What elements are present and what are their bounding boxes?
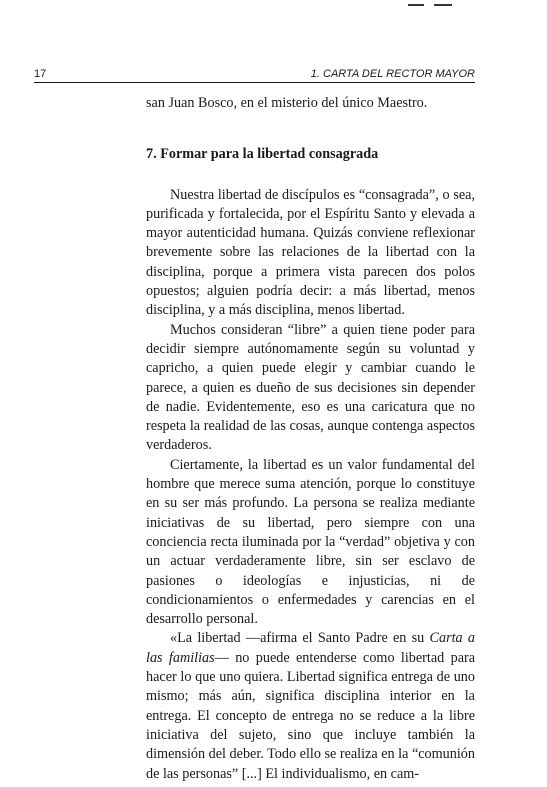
page-body <box>146 94 475 784</box>
scan-top-marks <box>400 4 460 6</box>
section-heading: 7. Formar para la libertad consagrada <box>146 146 379 163</box>
paragraph-1: Nuestra libertad de discípulos es “consagrada”, o sea, purificada y fortalecida, por el Espíritu Santo y elevada a mayor autenticidad humana. Quizás conviene reflexionar brevemente sobre las relaciones de la libertad con la disciplina, porque a primera vista parecen dos polos opuestos; alguien podría decir: a más libertad, menos disciplina, y a más disciplina, menos libertad. <box>146 186 475 319</box>
paragraph-4 <box>146 629 475 783</box>
header-rule <box>34 82 475 83</box>
lead-line: san Juan Bosco, en el misterio del único Maestro. <box>146 95 428 111</box>
paragraph-4-italic-title: Carta a las familias <box>146 630 475 666</box>
paragraph-2: Muchos consideran “libre” a quien tiene poder para decidir siempre autónomamente según su voluntad y capricho, a quien puede elegir y cambiar cuando le parece, a quien es dueño de sus decisiones sin depender de nadie. Evidentemente, eso es una caricatura que no respeta la realidad de las cosas, aunque contenga aspectos verdaderos. <box>146 321 475 454</box>
paragraph-3: Ciertamente, la libertad es un valor fundamental del hombre que merece suma atención, porque lo constituye en su ser más profundo. La persona se realiza mediante iniciativas de su libertad, pero siempre con una conciencia recta iluminada por la “verdad” objetiva y con un actuar verdaderamente libre, sin ser esclavo de pasiones o ideologías e injusticias, ni de condicionamientos o enfermedades y carencias en el desarrollo personal. <box>146 456 475 628</box>
page-number: 17 <box>34 68 47 80</box>
running-title: 1. CARTA DEL RECTOR MAYOR <box>310 68 475 80</box>
running-header <box>34 68 475 82</box>
paragraph-4-part-a: «La libertad —afirma el Santo Padre en su <box>170 630 430 647</box>
paragraph-4-part-b: — no puede entenderse como libertad para hacer lo que uno quiera. Libertad significa entrega de uno mismo; más aún, significa disciplina interior en la entrega. El concepto de entrega no se reduce a la libre iniciativa del sujeto, sino que incluye también la dimensión del deber. Todo ello se realiza en la “comunión de las personas” [...] El individualismo, en cam- <box>146 649 476 782</box>
